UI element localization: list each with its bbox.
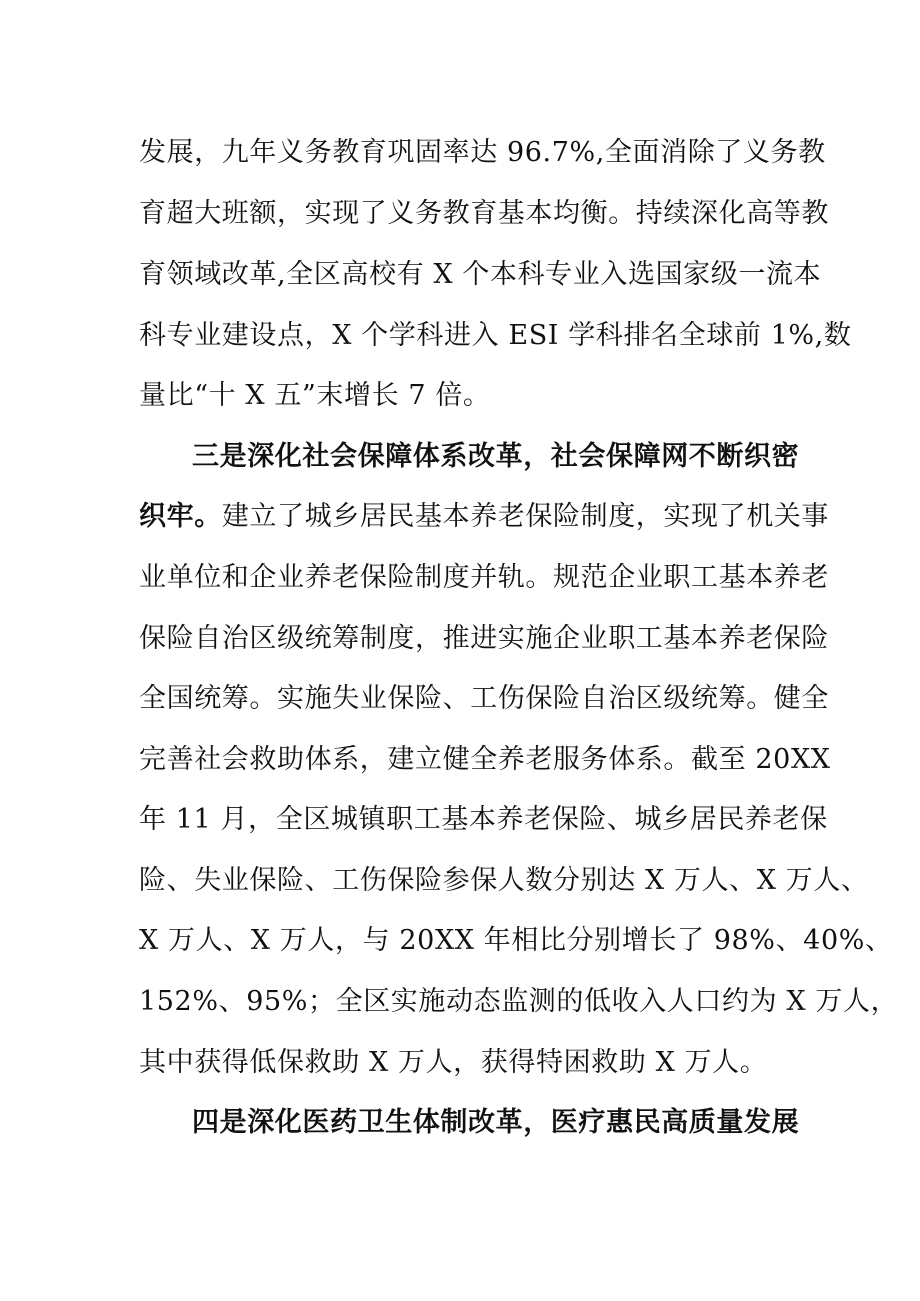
paragraph-2-line-8: 险、失业保险、工伤保险参保人数分别达 X 万人、X 万人、 xyxy=(139,865,869,896)
paragraph-2-line-4: 保险自治区级统筹制度，推进实施企业职工基本养老保险 xyxy=(139,623,829,654)
paragraph-2-line-6: 完善社会救助体系，建立健全养老服务体系。截至 20XX xyxy=(139,744,831,775)
paragraph-1-line-3: 育领域改革,全区高校有 X 个本科专业入选国家级一流本 xyxy=(139,259,822,290)
paragraph-1-line-5: 量比“十 X 五”末增长 7 倍。 xyxy=(139,380,491,411)
paragraph-2-line-2-text: 建立了城乡居民基本养老保险制度，实现了机关事 xyxy=(221,501,830,532)
paragraph-2-line-7: 年 11 月，全区城镇职工基本养老保险、城乡居民养老保 xyxy=(139,804,828,835)
paragraph-2-line-10: 152%、95%；全区实施动态监测的低收入人口约为 X 万人， xyxy=(139,986,899,1017)
paragraph-2-line-2 xyxy=(139,497,830,537)
paragraph-1-line-1: 发展，九年义务教育巩固率达 96.7%,全面消除了义务教 xyxy=(139,137,826,168)
paragraph-2-line-3: 业单位和企业养老保险制度并轨。规范企业职工基本养老 xyxy=(139,562,829,593)
paragraph-1-line-4: 科专业建设点，X 个学科进入 ESI 学科排名全球前 1%,数 xyxy=(139,320,852,351)
paragraph-2-line-5: 全国统筹。实施失业保险、工伤保险自治区级统筹。健全 xyxy=(139,683,829,714)
paragraph-2-heading-line-1: 三是深化社会保障体系改革，社会保障网不断织密 xyxy=(192,441,800,472)
paragraph-3-heading-line-1: 四是深化医药卫生体制改革，医疗惠民高质量发展 xyxy=(192,1107,800,1138)
paragraph-2-heading-end: 织牢。 xyxy=(139,501,222,532)
paragraph-2-line-9: X 万人、X 万人，与 20XX 年相比分别增长了 98%、40%、 xyxy=(139,925,893,956)
paragraph-2-line-11: 其中获得低保救助 X 万人，获得特困救助 X 万人。 xyxy=(139,1047,768,1078)
paragraph-1-line-2: 育超大班额，实现了义务教育基本均衡。持续深化高等教 xyxy=(139,198,829,229)
